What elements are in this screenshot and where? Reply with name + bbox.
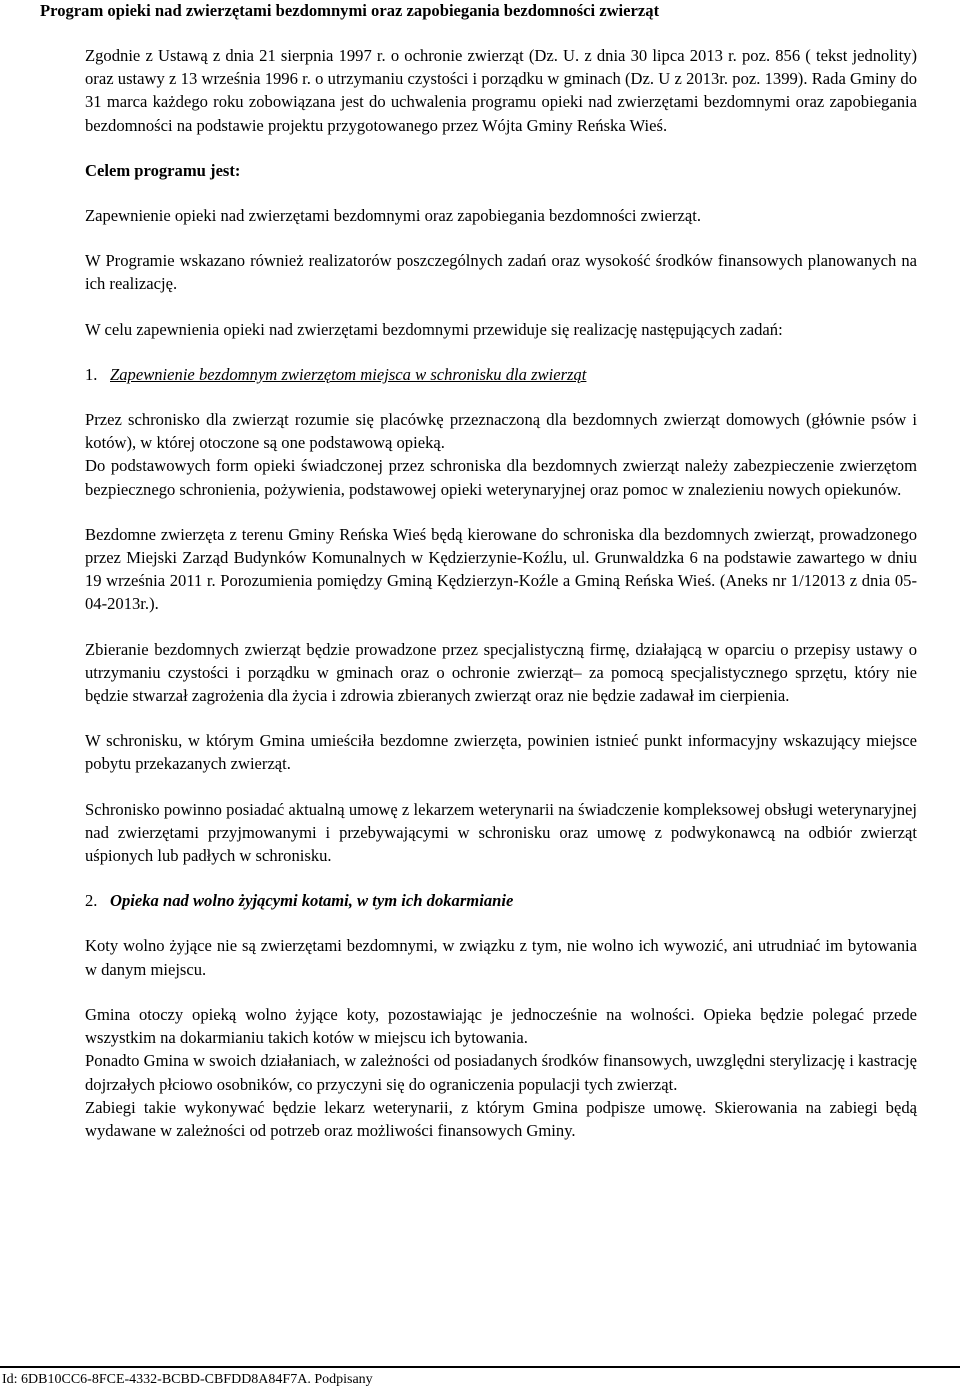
document-body bbox=[85, 44, 917, 1142]
section-2-paragraph-4: Zabiegi takie wykonywać będzie lekarz weterynarii, z którym Gmina podpisze umowę. Skierowania na zabiegi będą wydawane w zależności od potrzeb oraz możliwości finansowych Gminy. bbox=[85, 1097, 917, 1140]
section-2-paragraph-3: Ponadto Gmina w swoich działaniach, w zależności od posiadanych środków finansowych, uwzględni sterylizację i kastrację dojrzałych płciowo osobników, co przyczyni się do ograniczenia populacji tych zwierząt. bbox=[85, 1051, 917, 1094]
document-id-footer: Id: 6DB10CC6-8FCE-4332-BCBD-CBFDD8A84F7A. Podpisany bbox=[2, 1372, 373, 1387]
section-1-paragraph-5: W schronisku, w którym Gmina umieściła bezdomne zwierzęta, powinien istnieć punkt informacyjny wskazujący miejsce pobytu przekazanych zwierząt. bbox=[85, 731, 917, 774]
section-2-paragraph-1: Koty wolno żyjące nie są zwierzętami bezdomnymi, w związku z tym, nie wolno ich wywozić, ani utrudniać im bytowania w danym miejscu. bbox=[85, 936, 917, 979]
goal-heading: Celem programu jest: bbox=[85, 160, 241, 180]
section-1-paragraph-4: Zbieranie bezdomnych zwierząt będzie prowadzone przez specjalistyczną firmę, działającą w oparciu o przepisy ustawy o utrzymaniu czystości i porządku w gminach oraz o ochronie zwierząt– za pomocą specjalistycznego sprzętu, który nie będzie stwarzał zagrożenia dla życia i zdrowia zbieranych zwierząt oraz nie będzie zadawał im cierpienia. bbox=[85, 639, 917, 706]
section-1-paragraph-1: Przez schronisko dla zwierząt rozumie się placówkę przeznaczoną dla bezdomnych zwierząt domowych (głównie psów i kotów), w której otoczone są one podstawową opieką. bbox=[85, 410, 917, 453]
section-1-number: 1. bbox=[85, 364, 98, 384]
section-1-paragraph-3: Bezdomne zwierzęta z terenu Gminy Reńska Wieś będą kierowane do schroniska dla bezdomnych zwierząt, prowadzonego przez Miejski Zarząd Budynków Komunalnych w Kędzierzynie-Koźlu, ul. Grunwaldzka 6 na podstawie zawartego w dniu 19 września 2011 r. Porozumienia pomiędzy Gminą Kędzierzyn-Koźle a Gminą Reńska Wieś. (Aneks nr 1/12013 z dnia 05-04-2013r.). bbox=[85, 524, 917, 614]
tasks-intro-paragraph: W celu zapewnienia opieki nad zwierzętami bezdomnymi przewiduje się realizację następujących zadań: bbox=[85, 319, 783, 339]
document-title: Program opieki nad zwierzętami bezdomnymi oraz zapobiegania bezdomności zwierząt bbox=[40, 1, 660, 20]
realizers-paragraph: W Programie wskazano również realizatorów poszczególnych zadań oraz wysokość środków finansowych planowanych na ich realizację. bbox=[85, 251, 917, 294]
section-1-title: Zapewnienie bezdomnym zwierzętom miejsca w schronisku dla zwierząt bbox=[110, 364, 587, 384]
section-1-heading bbox=[85, 363, 917, 386]
section-1-paragraph-6: Schronisko powinno posiadać aktualną umowę z lekarzem weterynarii na świadczenie kompleksowej obsługi weterynaryjnej nad zwierzętami przyjmowanymi i przebywającymi w schronisku oraz umowę z podwykonawcą na odbiór zwierząt uśpionych lub padłych w schronisku. bbox=[85, 799, 917, 866]
section-1-paragraph-2: Do podstawowych form opieki świadczonej przez schroniska dla bezdomnych zwierząt należy zabezpieczenie zwierzętom bezpiecznego schronienia, pożywienia, podstawowej opieki weterynaryjnej oraz pomoc w znalezieniu nowych opiekunów. bbox=[85, 456, 917, 499]
section-2-paragraph-2: Gmina otoczy opieką wolno żyjące koty, pozostawiając je jednocześnie na wolności. Opieka będzie polegać przede wszystkim na dokarmianiu takich kotów w miejscu ich bytowania. bbox=[85, 1004, 917, 1048]
goal-text: Zapewnienie opieki nad zwierzętami bezdomnymi oraz zapobiegania bezdomności zwierząt. bbox=[85, 206, 702, 226]
footer-divider bbox=[0, 1366, 960, 1368]
section-2-title: Opieka nad wolno żyjącymi kotami, w tym ich dokarmianie bbox=[110, 891, 514, 911]
section-2-heading bbox=[85, 889, 917, 912]
intro-paragraph: Zgodnie z Ustawą z dnia 21 sierpnia 1997 r. o ochronie zwierząt (Dz. U. z dnia 30 lipca 2013 r. poz. 856 ( tekst jednolity) oraz ustawy z 13 września 1996 r. o utrzymaniu czystości i porządku w gminach (Dz. U z 2013r. poz. 1399). Rada Gminy do 31 marca każdego roku zobowiązana jest do uchwalenia programu opieki nad zwierzętami bezdomnymi oraz zapobiegania bezdomności na podstawie projektu przygotowanego przez Wójta Gminy Reńska Wieś. bbox=[85, 46, 917, 135]
section-2-number: 2. bbox=[85, 891, 98, 911]
